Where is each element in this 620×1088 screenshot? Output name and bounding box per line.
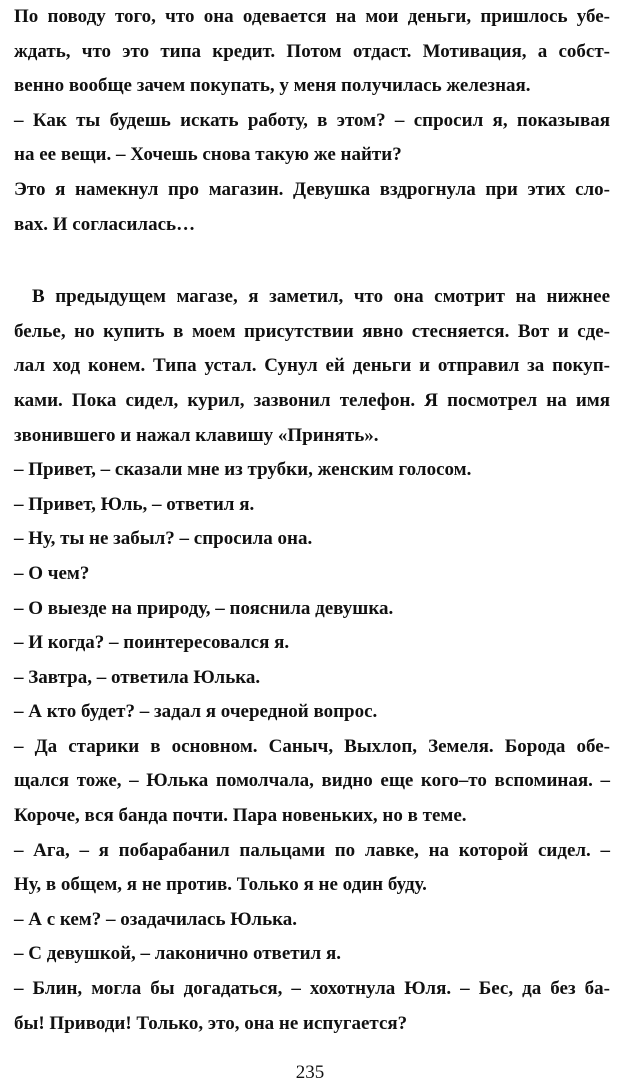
page-text	[14, 0, 610, 1041]
text-line: – Как ты будешь искать работу, в этом? – спросил я, показывая	[14, 109, 610, 131]
text-line: Это я намекнул про магазин. Девушка вздрогнула при этих сло-	[14, 178, 610, 200]
text-line: – Ага, – я побарабанил пальцами по лавке, на которой сидел. –	[14, 839, 610, 861]
text-line: ждать, что это типа кредит. Потом отдаст. Мотивация, а собст-	[14, 40, 610, 62]
text-line: – Блин, могла бы догадаться, – хохотнула Юля. – Бес, да без ба-	[14, 978, 610, 1000]
text-line: венно вообще зачем покупать, у меня получилась железная.	[14, 75, 531, 97]
text-line: В предыдущем магазе, я заметил, что она смотрит на нижнее	[32, 286, 610, 308]
text-line: звонившего и нажал клавишу «Принять».	[14, 424, 379, 446]
text-line: – О чем?	[14, 562, 90, 584]
text-line: – О выезде на природу, – пояснила девушка.	[14, 597, 394, 619]
text-line: – Завтра, – ответила Юлька.	[14, 666, 261, 688]
text-line: – Ну, ты не забыл? – спросила она.	[14, 528, 313, 550]
text-line: вах. И согласилась…	[14, 213, 196, 235]
text-line: Короче, вся банда почти. Пара новеньких, но в теме.	[14, 805, 467, 827]
text-line: белье, но купить в моем присутствии явно стесняется. Вот и сде-	[14, 320, 610, 342]
text-line: бы! Приводи! Только, это, она не испугается?	[14, 1012, 408, 1034]
text-line: Ну, в общем, я не против. Только я не один буду.	[14, 874, 427, 896]
text-line: – А кто будет? – задал я очередной вопрос.	[14, 701, 378, 723]
text-line: По поводу того, что она одевается на мои деньги, пришлось убе-	[14, 6, 610, 27]
text-line: на ее вещи. – Хочешь снова такую же найти?	[14, 144, 402, 166]
page-number: 235	[295, 1062, 325, 1083]
text-line: щался тоже, – Юлька помолчала, видно еще кого–то вспоминая. –	[14, 770, 610, 792]
text-line: – А с кем? – озадачилась Юлька.	[14, 908, 298, 930]
text-line: ками. Пока сидел, курил, зазвонил телефон. Я посмотрел на имя	[14, 389, 610, 411]
text-line: – Привет, Юль, – ответил я.	[14, 493, 255, 515]
text-line: – Да старики в основном. Саныч, Выхлоп, Земеля. Борода обе-	[14, 735, 610, 757]
text-line: – С девушкой, – лаконично ответил я.	[14, 943, 341, 965]
text-line: – Привет, – сказали мне из трубки, женским голосом.	[14, 459, 472, 481]
paragraph-gap	[14, 242, 610, 280]
text-line: лал ход конем. Типа устал. Сунул ей деньги и отправил за покуп-	[14, 355, 610, 377]
text-line: – И когда? – поинтересовался я.	[14, 632, 290, 654]
